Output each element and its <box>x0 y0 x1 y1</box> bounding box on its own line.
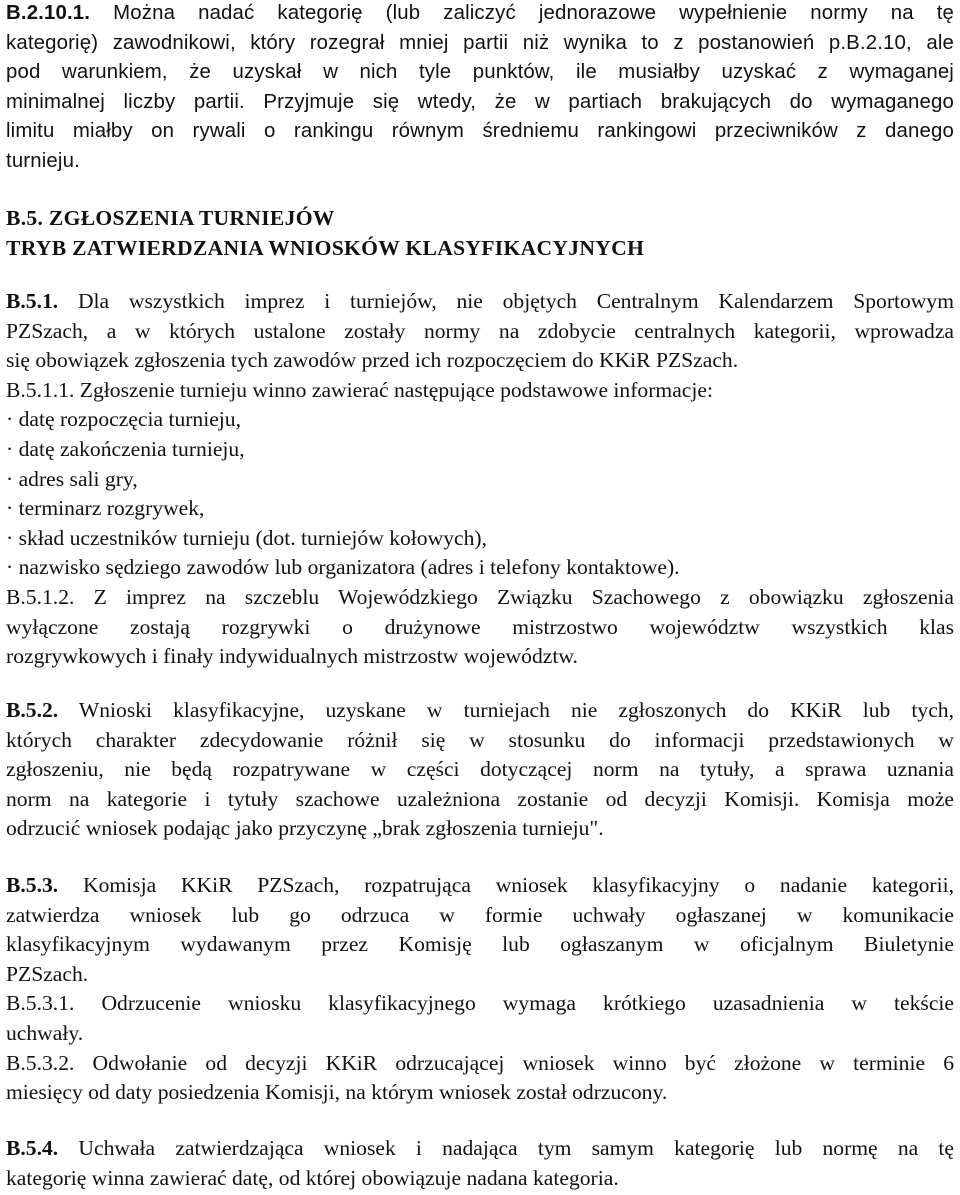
paragraph-line: kategorię winna zawierać datę, od której obowiązuje nadana kategoria. <box>6 1165 619 1190</box>
bullet-item: · adres sali gry, <box>6 466 138 491</box>
section-number: B.5.1. <box>6 289 59 313</box>
bullet-item: · skład uczestników turnieju (dot. turniejów kołowych), <box>6 525 487 550</box>
section-number: B.5.3. <box>6 873 59 897</box>
paragraph-line: norm na kategorie i tytuły szachowe uzależniona zostanie od decyzji Komisji. Komisja może <box>6 786 954 811</box>
paragraph-line: minimalnej liczby partii. Przyjmuje się wtedy, że w partiach brakujących do wymaganego <box>6 90 954 113</box>
paragraph-line: się obowiązek zgłoszenia tych zawodów przed ich rozpoczęciem do KKiR PZSzach. <box>6 348 739 373</box>
paragraph-line: klasyfikacyjnym wydawanym przez Komisję lub ogłaszanym w oficjalnym Biuletynie <box>6 932 954 957</box>
paragraph-line: zgłoszeniu, nie będą rozpatrywane w części dotyczącej norm na tytuły, a sprawa uznania <box>6 757 954 782</box>
paragraph-line: pod warunkiem, że uzyskał w nich tyle punktów, ile musiałby uzyskać z wymaganej <box>6 61 954 84</box>
paragraph-line: B.5.1.2. Z imprez na szczeblu Wojewódzkiego Związku Szachowego z obowiązku zgłoszenia <box>6 584 954 609</box>
paragraph-b2101 <box>6 0 954 177</box>
paragraph-line: kategorię) zawodnikowi, który rozegrał mniej partii niż wynika to z postanowień p.B.2.10, ale <box>6 31 954 54</box>
paragraph-line: uchwały. <box>6 1020 84 1045</box>
paragraph-line: rozgrywkowych i finały indywidualnych mistrzostw województw. <box>6 644 578 669</box>
bullet-item: · datę zakończenia turnieju, <box>6 436 245 461</box>
paragraph-line: PZSzach, a w których ustalone zostały normy na zdobycie centralnych kategorii, wprowadza <box>6 318 954 343</box>
paragraph-line: B.5.3. Komisja KKiR PZSzach, rozpatrująca wniosek klasyfikacyjny o nadanie kategorii, <box>6 873 954 897</box>
paragraph-line: limitu miałby on rywali o rankingu równym średniemu rankingowi przeciwników z danego <box>6 120 954 143</box>
paragraph-line: PZSzach. <box>6 961 89 986</box>
paragraph-line: B.5.4. Uchwała zatwierdzająca wniosek i nadająca tym samym kategorię lub normę na tę <box>6 1136 954 1160</box>
bullet-item: · datę rozpoczęcia turnieju, <box>6 407 242 432</box>
paragraph-line: miesięcy od daty posiedzenia Komisji, na którym wniosek został odrzucony. <box>6 1080 668 1105</box>
paragraph-line: B.2.10.1. Można nadać kategorię (lub zaliczyć jednorazowe wypełnienie normy na tę <box>6 2 954 24</box>
section-heading-b5 <box>6 203 954 263</box>
section-number: B.5.4. <box>6 1136 59 1160</box>
heading-line-2: TRYB ZATWIERDZANIA WNIOSKÓW KLASYFIKACYJNYCH <box>6 236 645 260</box>
paragraph-line: zatwierdza wniosek lub go odrzuca w formie uchwały ogłaszanej w komunikacie <box>6 902 954 927</box>
paragraph-line: turnieju. <box>6 149 80 172</box>
paragraph-b52 <box>6 696 954 844</box>
paragraph-line: B.5.3.2. Odwołanie od decyzji KKiR odrzucającej wniosek winno być złożone w terminie 6 <box>6 1050 954 1075</box>
paragraph-line: B.5.2. Wnioski klasyfikacyjne, uzyskane w turniejach nie zgłoszonych do KKiR lub tych, <box>6 698 954 722</box>
bullet-item: · terminarz rozgrywek, <box>6 496 205 521</box>
section-number: B.2.10.1. <box>6 2 91 24</box>
paragraph-b53 <box>6 871 954 1108</box>
paragraph-b54 <box>6 1134 954 1193</box>
paragraph-b51 <box>6 287 954 672</box>
paragraph-line: wyłączone zostają rozgrywki o drużynowe mistrzostwo województw wszystkich klas <box>6 614 954 639</box>
paragraph-line: B.5.1. Dla wszystkich imprez i turniejów, nie objętych Centralnym Kalendarzem Sportowym <box>6 289 954 313</box>
paragraph-line: B.5.3.1. Odrzucenie wniosku klasyfikacyjnego wymaga krótkiego uzasadnienia w tekście <box>6 991 954 1016</box>
paragraph-line: których charakter zdecydowanie różnił się w stosunku do informacji przedstawionych w <box>6 727 954 752</box>
bullet-item: · nazwisko sędziego zawodów lub organizatora (adres i telefony kontaktowe). <box>6 555 680 580</box>
paragraph-line: odrzucić wniosek podając jako przyczynę „brak zgłoszenia turnieju". <box>6 816 604 841</box>
paragraph-line: B.5.1.1. Zgłoszenie turnieju winno zawierać następujące podstawowe informacje: <box>6 377 713 402</box>
section-number: B.5.2. <box>6 698 59 722</box>
heading-line-1: B.5. ZGŁOSZENIA TURNIEJÓW <box>6 206 335 230</box>
